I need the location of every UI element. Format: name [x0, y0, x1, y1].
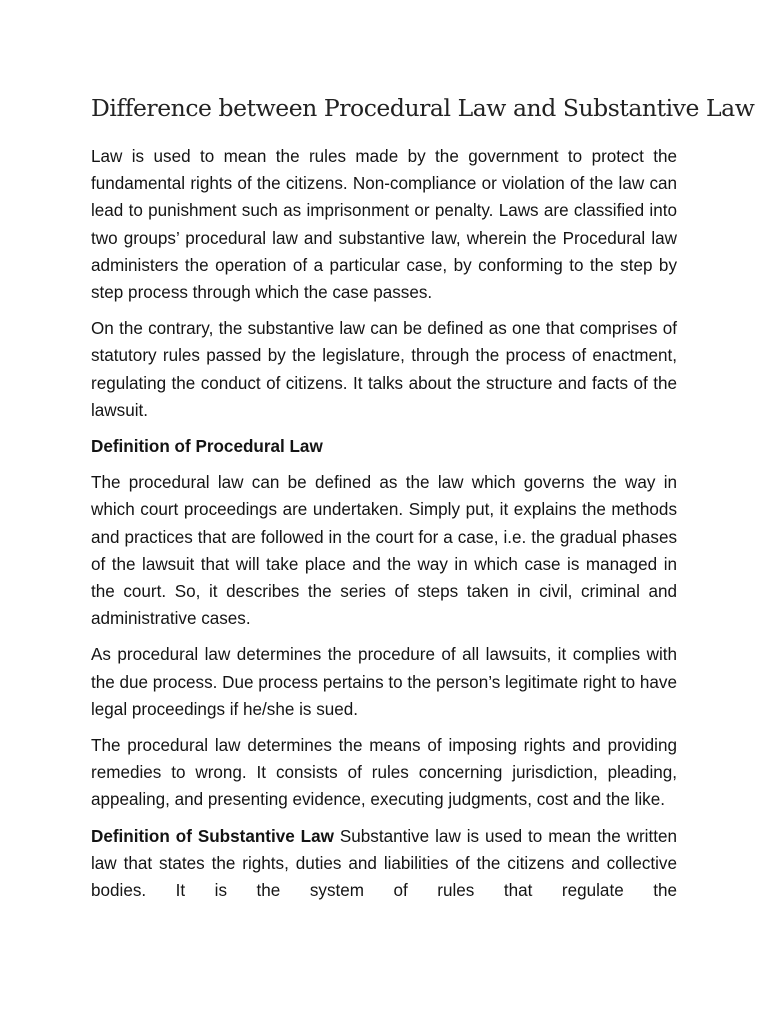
contrary-paragraph: On the contrary, the substantive law can be defined as one that comprises of statutory rules passed by the legislature, through the process of enactment, regulating the conduct of citizens. It talks about the structure and facts of the lawsuit.	[91, 319, 677, 420]
substantive-law-heading: Definition of Substantive Law	[91, 826, 334, 846]
document-title: Difference between Procedural Law and Substantive Law	[91, 94, 755, 122]
remedies-paragraph: The procedural law determines the means of imposing rights and providing remedies to wrong. It consists of rules concerning jurisdiction, pleading, appealing, and presenting evidence, executing judgments, cost and the like.	[91, 736, 677, 810]
document-page	[91, 88, 755, 913]
substantive-definition-paragraph	[91, 823, 677, 905]
substantive-definition-text: Substantive law is used to mean the written law that states the rights, duties and liabilities of the citizens and collective bodies. It is the system of rules that regulate the	[91, 826, 677, 901]
procedural-definition-paragraph: The procedural law can be defined as the law which governs the way in which court proceedings are undertaken. Simply put, it explains the methods and practices that are followed in the court for a case, i.e. the gradual phases of the lawsuit that will take place and the way in which case is managed in the court. So, it describes the series of steps taken in civil, criminal and administrative cases.	[91, 473, 677, 629]
due-process-paragraph: As procedural law determines the procedure of all lawsuits, it complies with the due process. Due process pertains to the person’s legitimate right to have legal proceedings if he/she is sued.	[91, 645, 677, 719]
procedural-law-heading: Definition of Procedural Law	[91, 437, 323, 457]
intro-paragraph: Law is used to mean the rules made by the government to protect the fundamental rights of the citizens. Non-compliance or violation of the law can lead to punishment such as imprisonment or penalty. Laws are classified into two groups’ procedural law and substantive law, wherein the Procedural law administers the operation of a particular case, by conforming to the step by step process through which the case passes.	[91, 147, 677, 303]
